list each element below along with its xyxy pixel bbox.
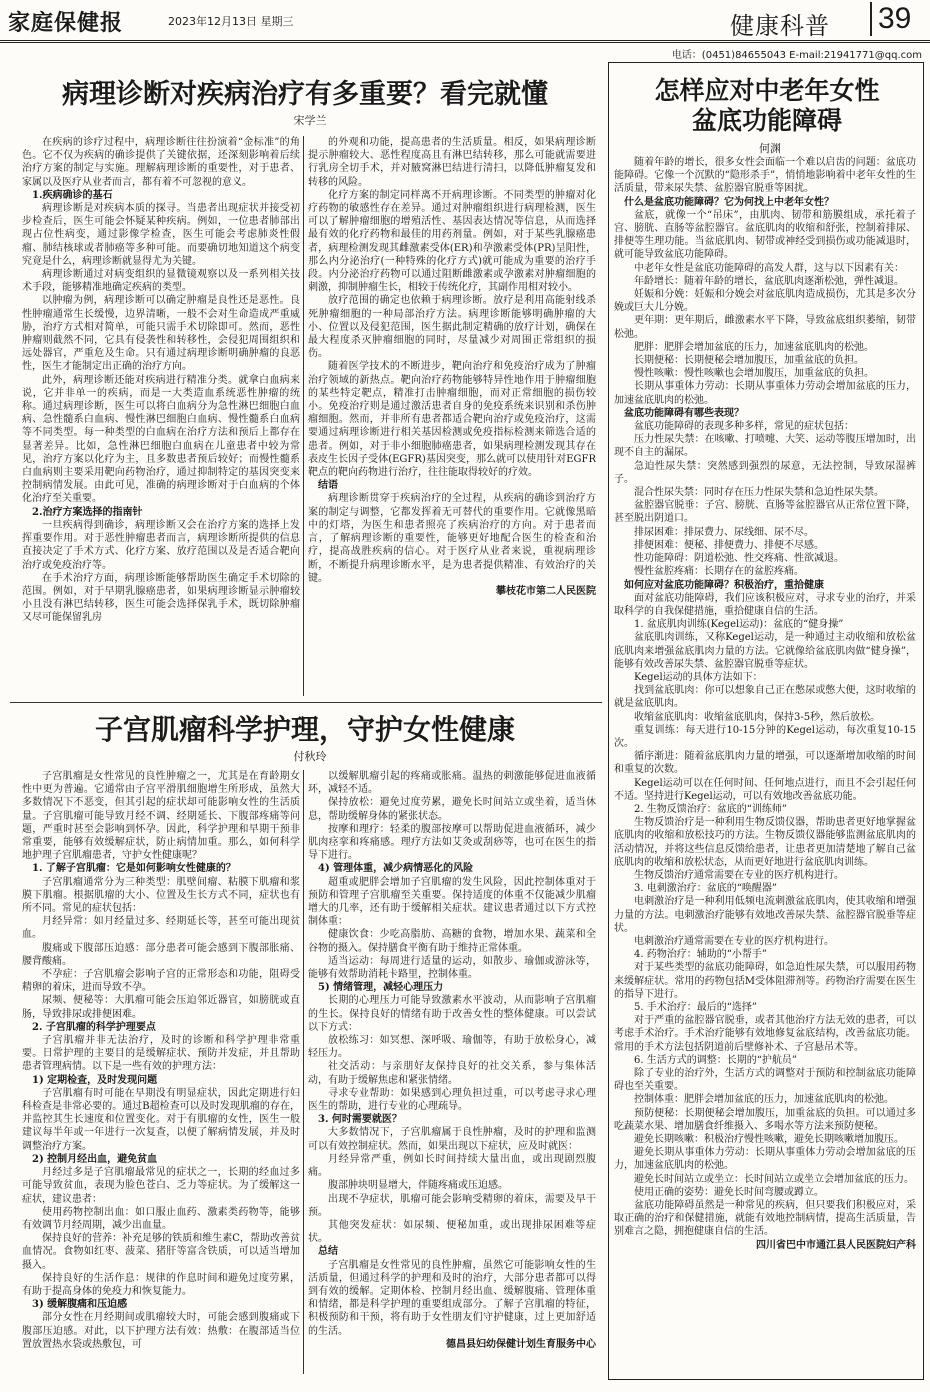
section-heading: 2. 子宫肌瘤的科学护理要点 [32,1021,156,1033]
paragraph: 腹部肿块明显增大，伴随疼痛或压迫感。 [328,1180,508,1192]
paragraph: 电刺激治疗通常需要在专业的医疗机构进行。 [634,935,834,947]
paragraph: 慢性盆腔疼痛：长期存在的盆腔疼痛。 [634,566,804,578]
paragraph: 病理诊断贯穿于疾病治疗的全过程，从疾病的确诊到治疗方案的制定与调整，它都发挥着无可替代的重要作用。它就像黑暗中的灯塔，为医生和患者照亮了疾病治疗的方向。对于患者而言，了解病理诊断的重要性，能够更好地配合医生的检查和治疗，提高战胜疾病的信心。对于医疗从业者来说，重视病理诊断，不断提升病理诊断水平，是为患者提供精准、有效治疗的关键。 [308,493,596,584]
paragraph: 腹痛或下腹部压迫感：部分患者可能会感到下腹部胀痛、腰背酸痛。 [22,942,300,967]
paragraph: 尿频、便秘等：大肌瘤可能会压迫邻近器官，如膀胱或直肠，导致排尿或排便困难。 [22,995,300,1020]
paragraph: 盆底功能障碍的表现多种多样，常见的症状包括： [634,421,854,433]
paragraph: 保持放松：避免过度劳累，避免长时间站立或坐着，适当休息，帮助缓解身体的紧张状态。 [308,797,596,822]
paragraph: 月经异常：如月经量过多、经期延长等，甚至可能出现贫血。 [22,916,300,941]
paragraph: 子宫肌瘤并非无法治疗，及时的诊断和科学护理非常重要。日常护理的主要目的是缓解症状、预防并发症，并且帮助患者管理病情。以下是一些有效的护理方法： [22,1035,300,1073]
paragraph: 预防便秘：长期便秘会增加腹压，加重盆底的负担。可以通过多吃蔬菜水果、增加膳食纤维摄入、多喝水等方法来预防便秘。 [614,1107,916,1132]
paragraph: 生物反馈治疗是一种利用生物反馈仪器，帮助患者更好地掌握盆底肌肉的收缩和放松技巧的方法。生物反馈仪器能够监测盆底肌肉的活动情况，并将这些信息反馈给患者，让患者更加清楚地了解自己盆底肌肉的收缩和放松状态，从而更好地进行盆底肌肉训练。 [614,817,916,868]
section-heading: 2.治疗方案选择的指南针 [32,506,143,518]
section-heading: 5) 情绪管理，减轻心理压力 [318,982,444,994]
article3-title-line1: 怎样应对中老年女性 [654,76,880,105]
paragraph: 社交活动：与亲朋好友保持良好的社交关系，参与集体活动，有助于缓解焦虑和紧张情绪。 [308,1061,596,1086]
paragraph: 混合性尿失禁：同时存在压力性尿失禁和急迫性尿失禁。 [634,487,884,499]
paragraph: 肥胖：肥胖会增加盆底的压力，加速盆底肌肉的松弛。 [634,341,874,353]
paragraph: 适当运动：每周进行适量的运动，如散步、瑜伽或游泳等，能够有效帮助消耗卡路里，控制体重。 [308,955,596,981]
article3-body [614,156,916,1374]
paragraph: 对于严重的盆腔器官脱垂，或者其他治疗方法无效的患者，可以考虑手术治疗。手术治疗能够有效地修复盆底结构，改善盆底功能。常用的手术方法包括阴道前后壁修补术、子宫悬吊术等。 [614,1015,916,1053]
article2-title: 子宫肌瘤科学护理，守护女性健康 [94,713,515,746]
paragraph: 慢性咳嗽：慢性咳嗽也会增加腹压，加重盆底的负担。 [634,368,874,380]
article2-author: 付秋玲 [293,750,327,763]
paragraph: 以肿瘤为例，病理诊断可以确定肿瘤是良性还是恶性。良性肿瘤通常生长缓慢，边界清晰，一般不会对生命造成严重威胁，治疗方式相对简单，可能只需手术切除即可。然而，恶性肿瘤则截然不同，它具有侵袭性和转移性，会侵犯周围组织和远处器官，严重危及生命。只有通过病理诊断明确肿瘤的良恶性，医生才能制定出正确的治疗方向。 [22,295,300,373]
paragraph: 在疾病的诊疗过程中，病理诊断往往扮演着“金标准”的角色。它不仅为疾病的确诊提供了关键依据，还深刻影响着后续治疗方案的制定与实施。理解病理诊断的重要性，对于患者、家属以及医疗从业者而言，都有着不可忽视的意义。 [22,137,300,188]
paragraph: 妊娠和分娩：妊娠和分娩会对盆底肌肉造成损伤，尤其是多次分娩或巨大儿分娩。 [614,289,916,314]
section-heading: 1) 定期检查，及时发现问题 [32,1074,158,1086]
paragraph: 循序渐进：随着盆底肌肉力量的增强，可以逐渐增加收缩的时间和重复的次数。 [614,751,916,776]
paragraph: 除了专业的治疗外，生活方式的调整对于预防和控制盆底功能障碍也至关重要。 [614,1068,916,1093]
article1-title: 病理诊断对疾病治疗有多重要？看完就懂 [62,79,548,110]
paragraph: 保持良好的生活作息：规律的作息时间和避免过度劳累，有助于提高身体的免疫力和恢复能力。 [22,1272,300,1297]
paragraph: 的外观和功能，提高患者的生活质量。相反，如果病理诊断提示肿瘤较大、恶性程度高且有淋巴结转移，那么可能就需要进行乳房全切手术，并对腋窝淋巴结进行清扫，以降低肿瘤复发和转移的风险。 [308,137,596,188]
paragraph: 以缓解肌瘤引起的疼痛或胀痛。温热的刺激能够促进血液循环，减轻不适。 [308,771,596,796]
paragraph: 化疗方案的制定同样离不开病理诊断。不同类型的肿瘤对化疗药物的敏感性存在差异。通过对肿瘤组织进行病理检测，医生可以了解肿瘤细胞的增殖活性、基因表达情况等信息，从而选择最有效的化疗药物和最佳的用药剂量。例如，对于某些乳腺癌患者，病理检测发现其雌激素受体(ER)和孕激素受体(PR)呈阳性，那么内分泌治疗(一种特殊的化疗方式)就可能成为重要的治疗手段。内分泌治疗药物可以通过阻断雌激素或孕激素对肿瘤细胞的刺激，抑制肿瘤生长，相较于传统化疗，其副作用相对较小。 [308,189,596,294]
paragraph: 部分女性在月经期间或肌瘤较大时，可能会感到腹痛或下腹部压迫感。对此，以下护理方法有效：热敷：在腹部适当位置放置热水袋或热敷包，可 [22,1312,300,1350]
article2-column-2 [308,770,596,1374]
section-heading: 盆底功能障碍有哪些表现？ [624,407,744,419]
author-affiliation: 攀枝花市第二人民医院 [496,585,596,597]
section-heading: 结语 [318,480,338,492]
paragraph: Kegel运动的具体方法如下： [634,671,763,683]
paragraph: 健康饮食：少吃高脂肪、高糖的食物，增加水果、蔬菜和全谷物的摄入。保持膳食平衡有助于维持正常体重。 [308,929,596,954]
article1-author: 宋学兰 [293,114,327,127]
paragraph: 控制体重：肥胖会增加盆底的压力，加速盆底肌肉的松弛。 [634,1094,894,1106]
article-divider [10,702,602,703]
paragraph: 随着医学技术的不断进步，靶向治疗和免疫治疗成为了肿瘤治疗领域的新热点。靶向治疗药物能够特异性地作用于肿瘤细胞的某些特定靶点，精准打击肿瘤细胞，而对正常细胞的损伤较小。免疫治疗则是通过激活患者自身的免疫系统来识别和杀伤肿瘤细胞。然而，并非所有患者都适合靶向治疗或免疫治疗，这需要通过病理诊断进行相关基因检测或免疫指标检测来筛选合适的患者。例如，对于非小细胞肺癌患者，如果病理检测发现其存在表皮生长因子受体(EGFR)基因突变，那么就可以使用针对EGFR靶点的靶向药物进行治疗，往往能取得较好的疗效。 [308,361,596,479]
section-heading: 4) 管理体重，减少病情恶化的风险 [318,863,474,875]
contact-info: 电话：(0451)84655043 E-mail:21941771@qq.com [671,50,922,61]
paragraph: 电刺激治疗是一种利用低频电流刺激盆底肌肉，使其收缩和增强力量的方法。电刺激治疗能够有效地改善尿失禁、盆腔器官脱垂等症状。 [614,896,916,934]
section-heading: 1.疾病确诊的基石 [32,189,113,201]
issue-date: 2023年12月13日 星期三 [168,15,294,28]
paragraph: 排尿困难：排尿费力、尿线细、尿不尽。 [634,526,814,538]
article3-author: 何渊 [759,142,781,155]
paragraph: 收缩盆底肌肉：收缩盆底肌肉，保持3-5秒，然后放松。 [634,711,881,723]
author-affiliation: 四川省巴中市通江县人民医院妇产科 [756,1239,916,1251]
paragraph: 避免长期咳嗽：积极治疗慢性咳嗽，避免长期咳嗽增加腹压。 [634,1134,904,1146]
section-heading: 3) 缓解腹痛和压迫感 [32,1299,128,1311]
column-divider [303,136,304,696]
section-name: 健康科普 [730,12,830,40]
paragraph: 2. 生物反馈治疗：盆底的“训练师” [634,803,787,815]
paragraph: 对于某些类型的盆底功能障碍，如急迫性尿失禁，可以服用药物来缓解症状。常用的药物包括M受体阻滞剂等。药物治疗需要在医生的指导下进行。 [614,962,916,1000]
paragraph: 盆腔器官脱垂：子宫、膀胱、直肠等盆腔器官从正常位置下降，甚至脱出阴道口。 [614,500,916,525]
paragraph: 盆底功能障碍虽然是一种常见的疾病，但只要我们积极应对，采取正确的治疗和保健措施，就能有效地控制病情，提高生活质量，告别难言之隐，拥抱健康自信的生活。 [614,1200,916,1238]
section-heading: 如何应对盆底功能障碍？积极治疗，重拾健康 [624,579,824,591]
paragraph: 5. 手术治疗：最后的“选择” [634,1002,757,1013]
article2-column-1 [22,770,300,1374]
paragraph: Kegel运动可以在任何时间、任何地点进行，而且不会引起任何不适。坚持进行Kegel运动，可以有效地改善盆底功能。 [614,777,916,802]
paragraph: 不孕症：子宫肌瘤会影响子宫的正常形态和功能，阻碍受精卵的着床，进而导致不孕。 [22,969,300,994]
section-heading: 3. 何时需要就医？ [318,1114,402,1126]
paragraph: 排便困难：便秘、排便费力、排便不尽感。 [634,539,824,551]
paragraph: 长期从事重体力劳动：长期从事重体力劳动会增加盆底的压力，加速盆底肌肉的松弛。 [614,381,916,406]
paragraph: 保持良好的营养：补充足够的铁质和维生素C，帮助改善贫血情况。食物如红枣、菠菜、猪肝等富含铁质，可以适当增加摄入。 [22,1233,300,1271]
section-heading: 什么是盆底功能障碍？它为何找上中老年女性？ [624,196,834,208]
paragraph: 急迫性尿失禁：突然感到强烈的尿意，无法控制，导致尿湿裤子。 [614,460,916,485]
paragraph: 随着年龄的增长，很多女性会面临一个难以启齿的问题：盆底功能障碍。它像一个沉默的“隐形杀手”，悄悄地影响着中老年女性的生活质量，带来尿失禁、盆腔器官脱垂等困扰。 [614,157,916,195]
paragraph: 年龄增长：随着年龄的增长，盆底肌肉逐渐松弛，弹性减退。 [634,275,904,287]
article1-column-2 [308,136,596,696]
page-number: 39 [870,2,911,36]
paragraph: 放松练习：如冥想、深呼吸、瑜伽等，有助于放松身心，减轻压力。 [308,1035,596,1060]
masthead-rule [0,40,930,43]
paragraph: 其他突发症状：如尿频、便秘加重，或出现排尿困难等症状。 [308,1219,596,1245]
paragraph: 避免长时间站立或坐立：长时间站立或坐立会增加盆底的压力。 [634,1173,914,1185]
paragraph: 压力性尿失禁：在咳嗽、打喷嚏、大笑、运动等腹压增加时，出现不自主的漏尿。 [614,434,916,459]
paragraph: 月经过多是子宫肌瘤最常见的症状之一，长期的经血过多可能导致贫血，表现为脸色苍白、乏力等症状。为了缓解这一症状，建议患者： [22,1167,300,1205]
paragraph: 病理诊断通过对病变组织的显微镜观察以及一系列相关技术手段，能够精准地确定疾病的类型。 [22,269,300,294]
paragraph: 按摩和理疗：轻柔的腹部按摩可以帮助促进血液循环，减少肌肉痉挛和疼痛感。理疗方法如艾灸或刮痧等，也可在医生的指导下进行。 [308,823,596,862]
paragraph: 子宫肌瘤是女性常见的良性肿瘤，虽然它可能影响女性的生活质量，但通过科学的护理和及时的治疗，大部分患者都可以得到有效的缓解。定期体检、控制月经出血、缓解腹痛、管理体重和情绪，都是科学护理的重要组成部分。了解子宫肌瘤的特征，积极预防和干预，将有助于女性朋友们守护健康，过上更加舒适的生活。 [308,1259,596,1337]
paragraph: 面对盆底功能障碍，我们应该积极应对，寻求专业的治疗，并采取科学的自我保健措施，重拾健康自信的生活。 [614,592,916,617]
paragraph: 病理诊断是对疾病本质的探寻。当患者出现症状并接受初步检查后，医生可能会怀疑某种疾病。例如，一位患者肺部出现占位性病变，通过影像学检查，医生可能会考虑肺炎性假瘤、肺结核球或者肺癌等多种可能。而要确切地知道这个病变究竟是什么，病理诊断就显得尤为关键。 [22,203,300,267]
paragraph: 找到盆底肌肉：你可以想象自己正在憋尿或憋大便，这时收缩的就是盆底肌肉。 [614,685,916,710]
paragraph: 一旦疾病得到确诊，病理诊断又会在治疗方案的选择上发挥重要作用。对于恶性肿瘤患者而言，病理诊断所提供的信息直接决定了手术方式、化疗方案、放疗范围以及是否适合靶向治疗或免疫治疗等。 [22,519,300,571]
paragraph: 长期便秘：长期便秘会增加腹压，加重盆底的负担。 [634,355,864,367]
paragraph: 使用正确的姿势：避免长时间弯腰或蹲立。 [634,1186,824,1198]
article1-column-1 [22,136,300,696]
paragraph: 重复训练：每天进行10-15分钟的Kegel运动，每次重复10-15次。 [614,724,916,749]
paragraph: 生物反馈治疗通常需要在专业的医疗机构进行。 [634,869,844,881]
paper-name: 家庭保健报 [8,10,124,36]
author-affiliation: 德昌县妇幼保健计划生育服务中心 [446,1338,596,1350]
paragraph: 在手术治疗方面，病理诊断能够帮助医生确定手术切除的范围。例如，对于早期乳腺癌患者，如果病理诊断显示肿瘤较小且没有淋巴结转移，医生可能会选择保乳手术，既切除肿瘤又尽可能保留乳房 [22,572,300,624]
paragraph: 中老年女性是盆底功能障碍的高发人群，这与以下因素有关： [634,262,904,274]
paragraph: 盆底，就像一个“吊床”，由肌肉、韧带和筋膜组成，承托着子宫、膀胱、直肠等盆腔器官。盆底肌肉的收缩和舒张，控制着排尿、排便等生理功能。当盆底肌肉、韧带或神经受到损伤或功能减退时，就可能导致盆底功能障碍。 [614,209,916,261]
article3-title [617,76,917,136]
paragraph: 使用药物控制出血：如口服止血药、激素类药物等，能够有效调节月经周期，减少出血量。 [22,1206,300,1231]
paragraph: 大多数情况下，子宫肌瘤属于良性肿瘤，及时的护理和监测可以有效控制症状。然而，如果出现以下症状，应及时就医： [308,1127,596,1152]
paragraph: 放疗范围的确定也依赖于病理诊断。放疗是利用高能射线杀死肿瘤细胞的一种局部治疗方法。病理诊断能够明确肿瘤的大小、位置以及侵犯范围，医生据此制定精确的放疗计划，确保在最大程度杀灭肿瘤细胞的同时，尽量减少对周围正常组织的损伤。 [308,295,596,360]
paragraph: 3. 电刺激治疗：盆底的“唤醒器” [634,883,777,895]
paragraph: 长期的心理压力可能导致激素水平波动，从而影响子宫肌瘤的生长。保持良好的情绪有助于改善女性的整体健康。可以尝试以下方式： [308,995,596,1033]
section-heading: 2) 控制月经出血，避免贫血 [32,1153,158,1165]
paragraph: 子宫肌瘤有时可能在早期没有明显症状，因此定期进行妇科检查是非常必要的。通过B超检查可以及时发现肌瘤的存在，并监控其生长速度和位置变化。对于有肌瘤的女性，医生一般建议每半年或一年进行一次复查，以便了解病情发展，并及时调整治疗方案。 [22,1087,300,1152]
paragraph: 1. 盆底肌肉训练(Kegel运动)：盆底的“健身操” [634,619,844,631]
paragraph: 子宫肌瘤是女性常见的良性肿瘤之一，尤其是在育龄期女性中更为普遍。它通常由子宫平滑肌细胞增生所形成，虽然大多数情况下不恶变，但其引起的症状却可能影响女性的生活质量。子宫肌瘤可能导致月经不调、经期延长、下腹部疼痛等问题，严重时甚至会影响到怀孕。因此，科学护理和早期干预非常重要，能够有效缓解症状，防止病情加重。那么，如何科学地护理子宫肌瘤患者，守护女性健康呢？ [22,771,300,862]
masthead [0,0,930,44]
paragraph: 更年期：更年期后，雌激素水平下降，导致盆底组织萎缩，韧带松弛。 [614,315,916,340]
paragraph: 超重或肥胖会增加子宫肌瘤的发生风险，因此控制体重对于预防和管理子宫肌瘤至关重要。保持适度的体重不仅能减少肌瘤增大的几率，还有助于缓解相关症状。建议患者通过以下方式控制体重： [308,876,596,928]
paragraph: 月经异常严重，例如长时间持续大量出血，或出现剧烈腹痛。 [308,1153,596,1179]
paragraph: 寻求专业帮助：如果感到心理负担过重，可以考虑寻求心理医生的帮助，进行专业的心理疏导。 [308,1087,596,1113]
section-heading: 总结 [318,1246,338,1258]
paragraph: 4. 药物治疗：辅助的“小帮手” [634,949,767,961]
paragraph: 6. 生活方式的调整：长期的“护航员” [634,1054,797,1066]
section-heading: 1. 了解子宫肌瘤：它是如何影响女性健康的？ [32,863,236,875]
paragraph: 避免长期从事重体力劳动：长期从事重体力劳动会增加盆底的压力，加速盆底肌肉的松弛。 [614,1147,916,1172]
paragraph: 子宫肌瘤通常分为三种类型：肌壁间瘤、粘膜下肌瘤和浆膜下肌瘤。根据肌瘤的大小、位置及生长方式不同，症状也有所不同。常见的症状包括： [22,876,300,915]
column-divider-2 [303,770,304,1374]
paragraph: 此外，病理诊断还能对疾病进行精准分类。就拿白血病来说，它并非单一的疾病，而是一大类造血系统恶性肿瘤的统称。通过病理诊断，医生可以将白血病分为急性淋巴细胞白血病、急性髓系白血病、慢性淋巴细胞白血病、慢性髓系白血病等不同类型。每一种类型的白血病在治疗方法和预后上都存在显著差异。比如，急性淋巴细胞白血病在儿童患者中较为常见，治疗方案以化疗为主，且多数患者预后较好；而慢性髓系白血病则主要采用靶向药物治疗，通过抑制特定的基因突变来控制病情发展。由此可见，准确的病理诊断对于白血病的个体化治疗至关重要。 [22,374,300,505]
paragraph: 性功能障碍：阴道松弛、性交疼痛、性欲减退。 [634,553,844,565]
paragraph: 出现不孕症状，肌瘤可能会影响受精卵的着床，需要及早干预。 [308,1193,596,1218]
paragraph: 盆底肌肉训练，又称Kegel运动，是一种通过主动收缩和放松盆底肌肉来增强盆底肌肉力量的方法。它就像给盆底肌肉做“健身操”，能够有效改善尿失禁、盆腔器官脱垂等症状。 [614,632,916,670]
article3-title-line2: 盆底功能障碍 [691,106,842,135]
